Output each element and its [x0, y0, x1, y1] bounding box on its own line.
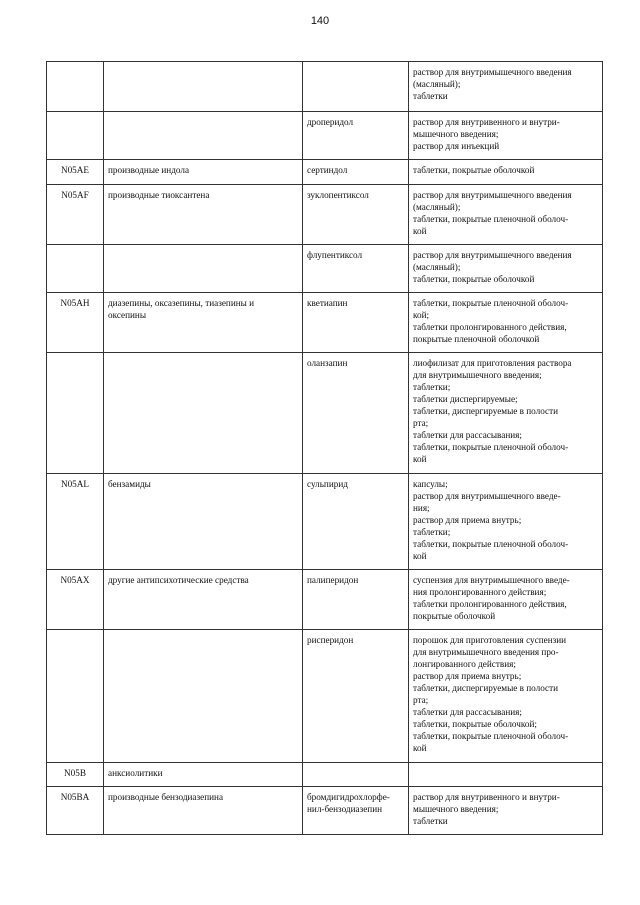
substance-line: кветиапин [307, 298, 348, 308]
table-row [47, 787, 603, 835]
dosage-forms-line: для внутримышечного введения; [413, 370, 542, 380]
table-row [47, 185, 603, 245]
group-name-cell [104, 185, 303, 245]
dosage-forms-cell [409, 112, 603, 160]
dosage-forms-line: ния пролонгированного действия; [413, 587, 547, 597]
atc-code-cell: N05BA [47, 787, 104, 835]
substance-line: сертиндол [307, 165, 348, 175]
drug-table [46, 61, 603, 835]
dosage-forms-line: таблетки пролонгированного действия, [413, 599, 567, 609]
group-name-cell [104, 474, 303, 570]
dosage-forms-line: суспензия для внутримышечного введе- [413, 575, 570, 585]
group-name-cell [104, 245, 303, 293]
dosage-forms-line: лиофилизат для приготовления раствора [413, 358, 572, 368]
dosage-forms-line: раствор для внутривенного и внутри- [413, 792, 560, 802]
table-body [47, 62, 603, 835]
substance-cell [303, 245, 409, 293]
atc-code-cell [47, 245, 104, 293]
dosage-forms-cell [409, 245, 603, 293]
table-row [47, 62, 603, 112]
dosage-forms-line: кой; [413, 310, 430, 320]
dosage-forms-cell [409, 787, 603, 835]
table-row [47, 160, 603, 185]
dosage-forms-line: таблетки, покрытые пленочной оболоч- [413, 731, 569, 741]
substance-cell [303, 763, 409, 787]
substance-line: палиперидон [307, 575, 359, 585]
substance-cell [303, 160, 409, 185]
group-name-line: бензамиды [108, 479, 151, 489]
atc-code-cell [47, 112, 104, 160]
atc-code-cell [47, 630, 104, 763]
group-name-line: производные тиоксантена [108, 190, 210, 200]
dosage-forms-line: ния; [413, 503, 430, 513]
dosage-forms-line: раствор для внутримышечного введения [413, 190, 572, 200]
substance-cell [303, 353, 409, 474]
dosage-forms-line: раствор для внутримышечного введе- [413, 491, 561, 501]
dosage-forms-cell [409, 474, 603, 570]
dosage-forms-line: кой [413, 551, 427, 561]
dosage-forms-line: капсулы; [413, 479, 448, 489]
dosage-forms-line: таблетки, покрытые пленочной оболоч- [413, 214, 569, 224]
dosage-forms-cell [409, 763, 603, 787]
group-name-cell [104, 62, 303, 112]
dosage-forms-line: (масляный); [413, 202, 461, 212]
dosage-forms-line: таблетки; [413, 527, 451, 537]
group-name-cell [104, 112, 303, 160]
dosage-forms-line: (масляный); [413, 79, 461, 89]
atc-code-cell [47, 62, 104, 112]
substance-line: сульпирид [307, 479, 348, 489]
dosage-forms-cell [409, 185, 603, 245]
table-row [47, 353, 603, 474]
dosage-forms-cell [409, 160, 603, 185]
atc-code-cell: N05AE [47, 160, 104, 185]
dosage-forms-cell [409, 630, 603, 763]
table-row [47, 245, 603, 293]
dosage-forms-line: раствор для внутривенного и внутри- [413, 117, 560, 127]
dosage-forms-line: рта; [413, 695, 429, 705]
dosage-forms-line: рта; [413, 418, 429, 428]
atc-code-cell: N05AH [47, 293, 104, 353]
table-row [47, 474, 603, 570]
group-name-line: оксепины [108, 310, 147, 320]
group-name-line: диазепины, оксазепины, тиазепины и [108, 298, 255, 308]
group-name-cell [104, 570, 303, 630]
dosage-forms-line: таблетки; [413, 382, 451, 392]
dosage-forms-line: таблетки для рассасывания; [413, 707, 522, 717]
dosage-forms-line: таблетки пролонгированного действия, [413, 322, 567, 332]
dosage-forms-cell [409, 570, 603, 630]
dosage-forms-cell [409, 293, 603, 353]
substance-cell [303, 293, 409, 353]
atc-code-cell: N05B [47, 763, 104, 787]
table-row [47, 112, 603, 160]
dosage-forms-line: кой [413, 743, 427, 753]
substance-cell [303, 570, 409, 630]
dosage-forms-line: мышечного введения; [413, 129, 499, 139]
dosage-forms-line: покрытые пленочной оболочкой [413, 334, 540, 344]
substance-line: оланзапин [307, 358, 348, 368]
substance-cell [303, 62, 409, 112]
substance-line: дроперидол [307, 117, 354, 127]
atc-code-cell [47, 353, 104, 474]
group-name-cell [104, 293, 303, 353]
group-name-cell [104, 630, 303, 763]
dosage-forms-line: порошок для приготовления суспензии [413, 635, 567, 645]
substance-line: нил-бензодиазепин [307, 804, 383, 814]
dosage-forms-line: мышечного введения; [413, 804, 499, 814]
group-name-line: другие антипсихотические средства [108, 575, 249, 585]
dosage-forms-cell [409, 62, 603, 112]
dosage-forms-line: таблетки, покрытые оболочкой [413, 274, 535, 284]
dosage-forms-line: лонгированного действия; [413, 659, 516, 669]
table-row [47, 763, 603, 787]
dosage-forms-line: таблетки [413, 91, 448, 101]
dosage-forms-line: таблетки [413, 816, 448, 826]
dosage-forms-line: раствор для внутримышечного введения [413, 250, 572, 260]
substance-cell [303, 112, 409, 160]
dosage-forms-line: раствор для внутримышечного введения [413, 67, 572, 77]
substance-line: рисперидон [307, 635, 354, 645]
dosage-forms-line: кой [413, 226, 427, 236]
dosage-forms-line: таблетки, покрытые пленочной оболоч- [413, 539, 569, 549]
atc-code-cell: N05AX [47, 570, 104, 630]
group-name-line: производные индола [108, 165, 190, 175]
dosage-forms-line: таблетки для рассасывания; [413, 430, 522, 440]
substance-line: флупентиксол [307, 250, 363, 260]
dosage-forms-line: таблетки, диспергируемые в полости [413, 683, 559, 693]
group-name-cell [104, 160, 303, 185]
substance-line: зуклопентиксол [307, 190, 369, 200]
substance-cell [303, 185, 409, 245]
group-name-cell [104, 353, 303, 474]
substance-cell [303, 630, 409, 763]
dosage-forms-line: для внутримышечного введения про- [413, 647, 559, 657]
dosage-forms-cell [409, 353, 603, 474]
group-name-cell [104, 763, 303, 787]
dosage-forms-line: (масляный); [413, 262, 461, 272]
dosage-forms-line: раствор для приема внутрь; [413, 515, 522, 525]
dosage-forms-line: таблетки, диспергируемые в полости [413, 406, 559, 416]
dosage-forms-line: покрытые оболочкой [413, 611, 496, 621]
substance-cell [303, 474, 409, 570]
group-name-line: анксиолитики [108, 768, 163, 778]
dosage-forms-line: таблетки, покрытые пленочной оболоч- [413, 298, 569, 308]
atc-code-cell: N05AL [47, 474, 104, 570]
dosage-forms-line: таблетки, покрытые оболочкой; [413, 719, 537, 729]
table-row [47, 570, 603, 630]
dosage-forms-line: таблетки, покрытые пленочной оболоч- [413, 442, 569, 452]
table-row [47, 630, 603, 763]
substance-line: бромдигидрохлорфе- [307, 792, 390, 802]
dosage-forms-line: таблетки диспергируемые; [413, 394, 518, 404]
dosage-forms-line: кой [413, 454, 427, 464]
group-name-cell [104, 787, 303, 835]
table-row [47, 293, 603, 353]
dosage-forms-line: таблетки, покрытые оболочкой [413, 165, 535, 175]
group-name-line: производные бензодиазепина [108, 792, 224, 802]
page-number: 140 [310, 15, 330, 27]
substance-cell [303, 787, 409, 835]
dosage-forms-line: раствор для приема внутрь; [413, 671, 522, 681]
dosage-forms-line: раствор для инъекций [413, 141, 500, 151]
atc-code-cell: N05AF [47, 185, 104, 245]
